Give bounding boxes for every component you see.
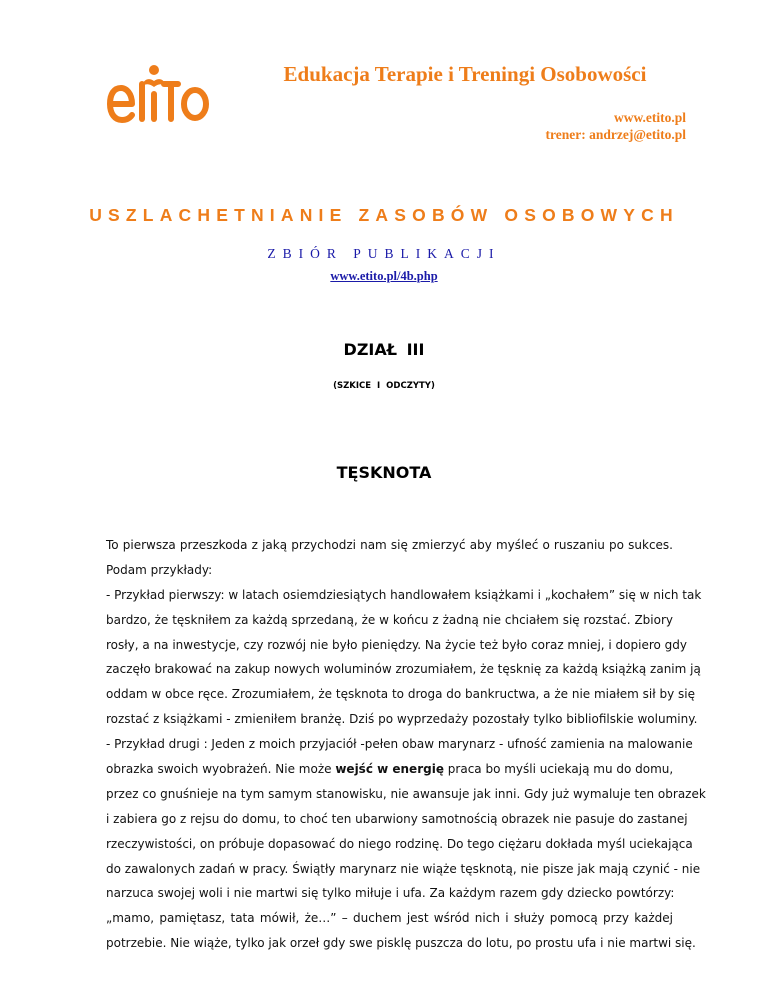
body-line: Podam przykłady: (106, 562, 213, 577)
article-body (106, 533, 706, 956)
body-line: „mamo, pamiętasz, tata mówił, że…” – duchem jest wśród nich i służy pomocą przy każdej (106, 911, 673, 926)
body-line: - Przykład pierwszy: w latach osiemdziesiątych handlowałem książkami i „kochałem” się w nich tak (106, 587, 702, 602)
emphasis-text: wejść w energię (335, 762, 444, 777)
body-line: i zabiera go z rejsu do domu, to choć ten ubarwiony samotnością obrazek nie pasuje do zastanej (106, 811, 688, 826)
body-line: To pierwsza przeszkoda z jaką przychodzi nam się zmierzyć aby myśleć o ruszaniu po sukces. (106, 538, 673, 552)
body-line: potrzebie. Nie wiąże, tylko jak orzeł gdy swe pisklę puszcza do lotu, po prostu ufa i nie martwi się. (106, 936, 696, 951)
body-line: - Przykład drugi : Jeden z moich przyjaciół -pełen obaw marynarz - ufność zamienia na malowanie (106, 737, 693, 752)
body-line: zaczęło brakować na zakup nowych woluminów zrozumiałem, że tęsknię za każdą książką zanim ją (106, 662, 701, 677)
body-line: rozstać z książkami - zmieniłem branżę. Dziś po wyprzedaży pozostały tylko bibliofilskie woluminy. (106, 712, 698, 727)
collection-link[interactable]: www.etito.pl/4b.php (330, 269, 438, 283)
body-line: rzeczywistości, on próbuje dopasować do niego rodzinę. Do tego ciężaru dokłada myśl uciekająca (106, 836, 693, 851)
series-heading: USZLACHETNIANIE ZASOBÓW OSOBOWYCH (89, 205, 679, 225)
website-link[interactable]: www.etito.pl (614, 110, 686, 125)
body-line: narzuca swojej woli i nie martwi się tylko miłuje i ufa. Za każdym razem gdy dziecko powtórzy: (106, 886, 675, 901)
article-title: TĘSKNOTA (336, 463, 432, 482)
etito-logo (106, 62, 212, 128)
collection-heading: ZBIÓR PUBLIKACJI (267, 246, 501, 261)
section-subtitle: (SZKICE I ODCZYTY) (333, 381, 435, 391)
body-segment: obrazka swoich wyobrażeń. Nie może (106, 762, 332, 777)
trainer-email[interactable]: trener: andrzej@etito.pl (545, 127, 686, 142)
body-line: oddam w obce ręce. Zrozumiałem, że tęsknota to droga do bankructwa, a że nie miałem sił by się (106, 687, 695, 702)
body-line-mixed (106, 757, 673, 782)
organization-title: Edukacja Terapie i Treningi Osobowości (283, 62, 647, 86)
section-title: DZIAŁ III (343, 340, 425, 359)
body-line: bardzo, że tęskniłem za każdą sprzedaną, że w końcu z żadną nie chciałem się rozstać. Zbiory (106, 612, 673, 627)
body-line: przez co gnuśnieje na tym samym stanowisku, nie awansuje jak inni. Gdy już wymaluje ten obrazek (106, 786, 706, 801)
body-segment: praca bo myśli uciekają mu do domu, (447, 762, 674, 777)
body-line: rosły, a na inwestycje, czy rozwój nie było pieniędzy. Na życie też było coraz mniej, i dopiero gdy (106, 637, 688, 652)
body-line: do zawalonych zadań w pracy. Świątły marynarz nie wiąże tęsknotą, nie pisze jak mają czynić - nie (106, 861, 701, 876)
